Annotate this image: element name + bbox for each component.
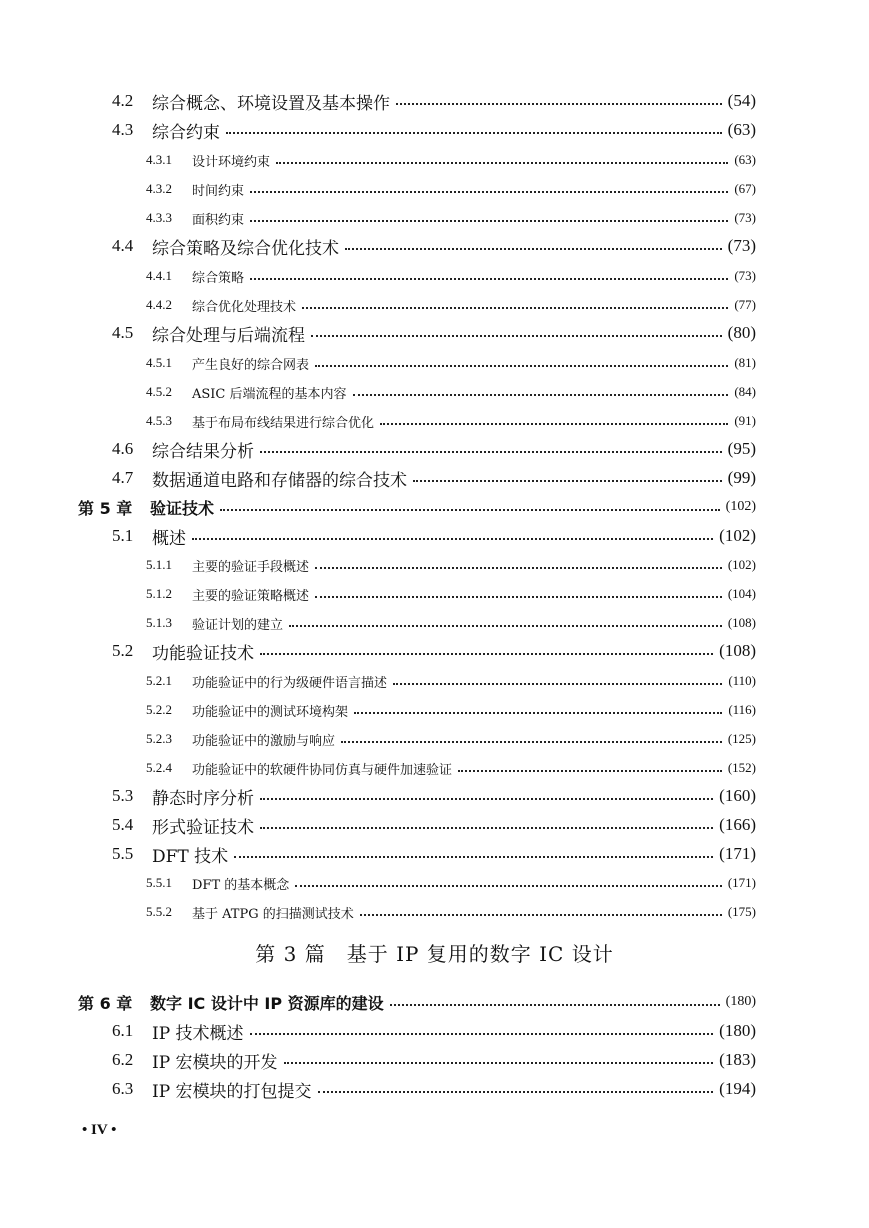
toc-entry-title: IP 宏模块的打包提交	[152, 1081, 312, 1102]
toc-entry	[146, 176, 756, 202]
toc-entry-page: (63)	[727, 120, 756, 139]
toc-entry	[112, 436, 756, 462]
toc-entry-number: 4.3.3	[146, 210, 172, 225]
toc-entry-page: (166)	[719, 815, 756, 834]
toc-entry-number: 4.5.3	[146, 413, 172, 428]
dot-leader	[458, 770, 722, 772]
toc-entry-number: 4.7	[112, 468, 134, 487]
toc-entry-page: (84)	[734, 384, 756, 399]
toc-entry-title: 功能验证中的测试环境构架	[192, 704, 349, 720]
toc-entry-page: (125)	[727, 731, 756, 746]
toc-entry-page: (91)	[734, 413, 756, 428]
toc-entry-number: 4.5	[112, 323, 134, 342]
toc-entry-number: 4.5.1	[146, 355, 172, 370]
toc-entry-number: 5.1.2	[146, 586, 172, 601]
dot-leader	[345, 248, 722, 250]
toc-entry-page: (175)	[727, 904, 756, 919]
toc-entry-number: 6.1	[112, 1021, 134, 1040]
toc-entry-number: 5.2.2	[146, 702, 172, 717]
toc-entry-page: (116)	[728, 702, 756, 717]
toc-entry	[112, 1047, 756, 1073]
toc-entry-title: 综合处理与后端流程	[152, 325, 305, 346]
dot-leader	[413, 480, 722, 482]
toc-entry-title: 静态时序分析	[152, 788, 254, 809]
toc-entry	[78, 494, 756, 520]
dot-leader	[315, 596, 722, 598]
toc-entry-page: (183)	[719, 1050, 756, 1069]
toc-entry	[112, 841, 756, 867]
toc-entry-number: 4.6	[112, 439, 134, 458]
toc-entry	[146, 899, 756, 925]
dot-leader	[260, 827, 713, 829]
toc-entry	[112, 638, 756, 664]
toc-entry	[112, 465, 756, 491]
toc-entry-title: 基于布局布线结果进行综合优化	[192, 415, 375, 431]
toc-entry-number: 5.1.3	[146, 615, 172, 630]
dot-leader	[276, 162, 728, 164]
dot-leader	[250, 278, 728, 280]
dot-leader	[393, 683, 722, 685]
toc-entry-number: 4.3.1	[146, 152, 172, 167]
toc-entry-title: 综合约束	[152, 122, 220, 143]
toc-entry-number: 5.2.1	[146, 673, 172, 688]
dot-leader	[250, 1033, 714, 1035]
toc-entry-page: (77)	[734, 297, 756, 312]
toc-entry	[112, 117, 756, 143]
dot-leader	[360, 914, 722, 916]
toc-entry-title: 基于 ATPG 的扫描测试技术	[192, 906, 354, 922]
toc-entry-number: 4.4.2	[146, 297, 172, 312]
toc-entry-page: (110)	[728, 673, 756, 688]
dot-leader	[284, 1062, 714, 1064]
toc-entry	[112, 783, 756, 809]
dot-leader	[192, 538, 713, 540]
toc-entry-title: 数据通道电路和存储器的综合技术	[152, 470, 407, 491]
toc-entry-page: (160)	[719, 786, 756, 805]
toc-entry-page: (95)	[727, 439, 756, 458]
dot-leader	[250, 220, 728, 222]
dot-leader	[250, 191, 728, 193]
toc-entry-number: 5.3	[112, 786, 134, 805]
toc-entry-page: (99)	[727, 468, 756, 487]
toc-entry	[78, 989, 756, 1015]
toc-entry	[146, 668, 756, 694]
toc-entry-page: (63)	[734, 152, 756, 167]
toc-entry-title: 主要的验证策略概述	[192, 588, 310, 604]
dot-leader	[260, 451, 722, 453]
toc-entry-number: 4.3	[112, 120, 134, 139]
toc-entry-title: 概述	[152, 528, 186, 549]
toc-entry-number: 4.5.2	[146, 384, 172, 399]
toc-entry-page: (80)	[727, 323, 756, 342]
toc-entry	[112, 523, 756, 549]
toc-entry-title: 产生良好的综合网表	[192, 357, 310, 373]
toc-entry-page: (171)	[727, 875, 756, 890]
dot-leader	[260, 798, 713, 800]
toc-entry	[146, 581, 756, 607]
toc-entry-title: 功能验证中的软硬件协同仿真与硬件加速验证	[192, 762, 453, 778]
toc-entry	[112, 320, 756, 346]
toc-entry-title: 时间约束	[192, 183, 245, 199]
toc-entry-page: (152)	[727, 760, 756, 775]
toc-entry-page: (102)	[727, 557, 756, 572]
dot-leader	[354, 712, 722, 714]
toc-entry-title: 数字 IC 设计中 IP 资源库的建设	[150, 993, 384, 1013]
toc-entry	[112, 88, 756, 114]
dot-leader	[295, 885, 722, 887]
toc-entry-page: (67)	[734, 181, 756, 196]
toc-entry	[146, 755, 756, 781]
toc-entry-title: 设计环境约束	[192, 154, 271, 170]
dot-leader	[311, 335, 722, 337]
toc-entry-number: 5.5	[112, 844, 134, 863]
toc-entry-title: IP 宏模块的开发	[152, 1052, 278, 1073]
toc-entry	[146, 870, 756, 896]
toc-entry	[146, 697, 756, 723]
toc-entry-number: 6.3	[112, 1079, 134, 1098]
toc-entry-number: 第 5 章	[78, 498, 133, 518]
toc-entry-number: 4.4	[112, 236, 134, 255]
dot-leader	[302, 307, 728, 309]
toc-entry-number: 4.4.1	[146, 268, 172, 283]
toc-entry-title: IP 技术概述	[152, 1023, 244, 1044]
toc-entry-title: ASIC 后端流程的基本内容	[192, 386, 347, 402]
toc-entry-title: 形式验证技术	[152, 817, 254, 838]
toc-entry-page: (54)	[727, 91, 756, 110]
page-folio: • IV •	[82, 1122, 117, 1138]
toc-entry-page: (108)	[719, 641, 756, 660]
toc-entry-title: 功能验证技术	[152, 643, 254, 664]
toc-entry	[146, 263, 756, 289]
toc-entry-page: (102)	[725, 499, 756, 514]
toc-entry	[112, 1018, 756, 1044]
toc-entry-title: 主要的验证手段概述	[192, 559, 310, 575]
toc-entry-title: 验证计划的建立	[192, 617, 284, 633]
dot-leader	[220, 509, 720, 511]
toc-entry-title: 功能验证中的行为级硬件语言描述	[192, 675, 388, 691]
toc-entry-number: 5.2	[112, 641, 134, 660]
toc-entry-title: 综合策略及综合优化技术	[152, 238, 339, 259]
toc-entry-page: (180)	[719, 1021, 756, 1040]
toc-entry-number: 5.2.3	[146, 731, 172, 746]
toc-entry-number: 5.5.2	[146, 904, 172, 919]
toc-entry-title: 面积约束	[192, 212, 245, 228]
toc-entry-title: 验证技术	[150, 498, 215, 518]
toc-entry-number: 6.2	[112, 1050, 134, 1069]
toc-entry-title: 综合概念、环境设置及基本操作	[152, 93, 390, 114]
toc-entry-title: DFT 的基本概念	[192, 877, 290, 893]
toc-entry	[112, 812, 756, 838]
toc-entry	[112, 1076, 756, 1102]
dot-leader	[260, 653, 713, 655]
toc-entry	[146, 408, 756, 434]
toc-entry-number: 5.5.1	[146, 875, 172, 890]
toc-entry-page: (104)	[727, 586, 756, 601]
toc-entry	[146, 610, 756, 636]
toc-entry-page: (81)	[734, 355, 756, 370]
toc-entry-title: 功能验证中的激励与响应	[192, 733, 336, 749]
toc-entry-number: 5.1	[112, 526, 134, 545]
toc-entry-title: 综合策略	[192, 270, 245, 286]
toc-entry-title: DFT 技术	[152, 846, 229, 867]
toc-entry-number: 第 6 章	[78, 993, 133, 1013]
toc-entry-page: (194)	[719, 1079, 756, 1098]
dot-leader	[315, 365, 728, 367]
dot-leader	[396, 103, 722, 105]
toc-entry	[146, 292, 756, 318]
toc-entry	[146, 205, 756, 231]
toc-entry-page: (73)	[727, 236, 756, 255]
toc-entry-number: 4.3.2	[146, 181, 172, 196]
toc-entry-page: (73)	[734, 268, 756, 283]
dot-leader	[226, 132, 722, 134]
part-heading: 第 3 篇 基于 IP 复用的数字 IC 设计	[255, 942, 614, 966]
dot-leader	[390, 1004, 720, 1006]
dot-leader	[234, 856, 713, 858]
toc-entry-title: 综合优化处理技术	[192, 299, 297, 315]
toc-entry-title: 综合结果分析	[152, 441, 254, 462]
toc-entry	[146, 350, 756, 376]
toc-entry-page: (108)	[727, 615, 756, 630]
toc-entry	[146, 147, 756, 173]
toc-entry-page: (102)	[719, 526, 756, 545]
toc-entry-number: 5.1.1	[146, 557, 172, 572]
toc-entry	[146, 379, 756, 405]
dot-leader	[341, 741, 722, 743]
toc-entry	[146, 552, 756, 578]
dot-leader	[353, 394, 729, 396]
toc-entry-page: (73)	[734, 210, 756, 225]
toc-entry-number: 4.2	[112, 91, 134, 110]
toc-entry	[112, 233, 756, 259]
toc-entry-number: 5.2.4	[146, 760, 172, 775]
dot-leader	[289, 625, 722, 627]
dot-leader	[315, 567, 722, 569]
toc-entry-page: (180)	[725, 994, 756, 1009]
toc-entry	[146, 726, 756, 752]
toc-entry-page: (171)	[719, 844, 756, 863]
dot-leader	[318, 1091, 714, 1093]
toc-entry-number: 5.4	[112, 815, 134, 834]
dot-leader	[380, 423, 728, 425]
